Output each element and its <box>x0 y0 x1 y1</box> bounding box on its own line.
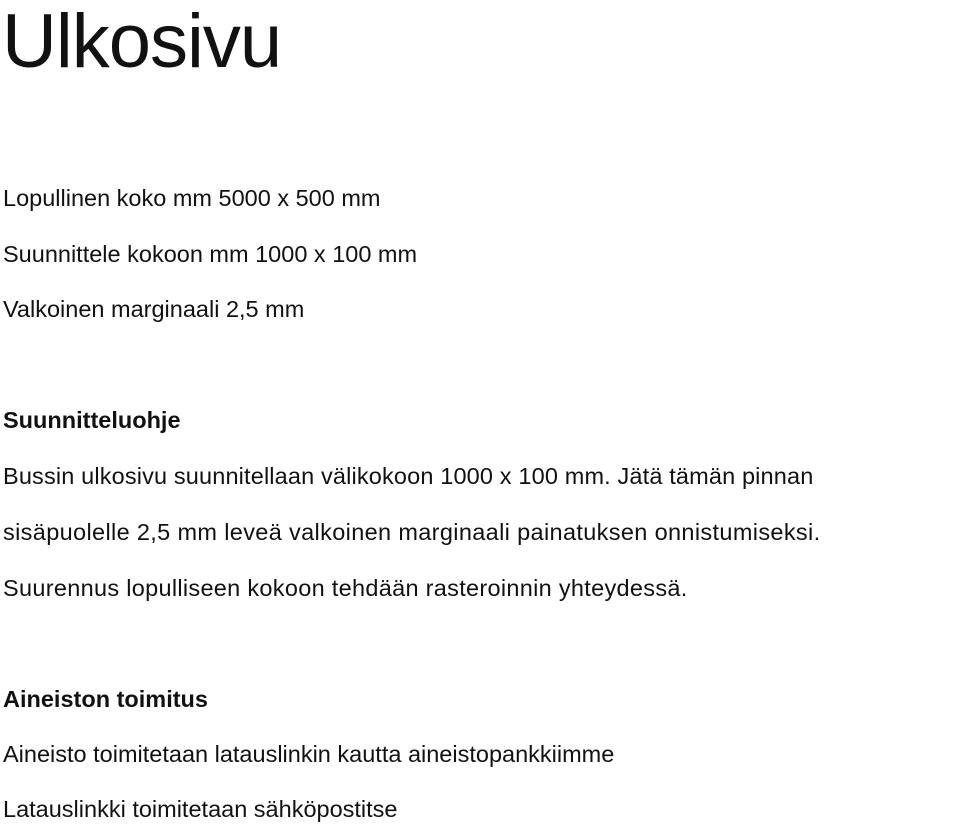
spec-final-size: Lopullinen koko mm 5000 x 500 mm <box>3 185 381 211</box>
design-guide-line: sisäpuolelle 2,5 mm leveä valkoinen marginaali painatuksen onnistumiseksi. <box>3 519 821 545</box>
delivery-line: Aineisto toimitetaan latauslinkin kautta aineistopankkiimme <box>3 741 615 767</box>
design-guide-heading: Suunnitteluohje <box>3 407 181 433</box>
delivery-line: Latauslinkki toimitetaan sähköpostitse <box>3 796 398 822</box>
delivery-heading: Aineiston toimitus <box>3 686 208 712</box>
design-guide-line: Bussin ulkosivu suunnitellaan välikokoon 1000 x 100 mm. Jätä tämän pinnan <box>3 463 814 489</box>
spec-white-margin: Valkoinen marginaali 2,5 mm <box>3 296 305 322</box>
page-title: Ulkosivu <box>2 0 282 84</box>
design-guide-line: Suurennus lopulliseen kokoon tehdään rasteroinnin yhteydessä. <box>3 575 688 601</box>
spec-design-size: Suunnittele kokoon mm 1000 x 100 mm <box>3 241 418 267</box>
